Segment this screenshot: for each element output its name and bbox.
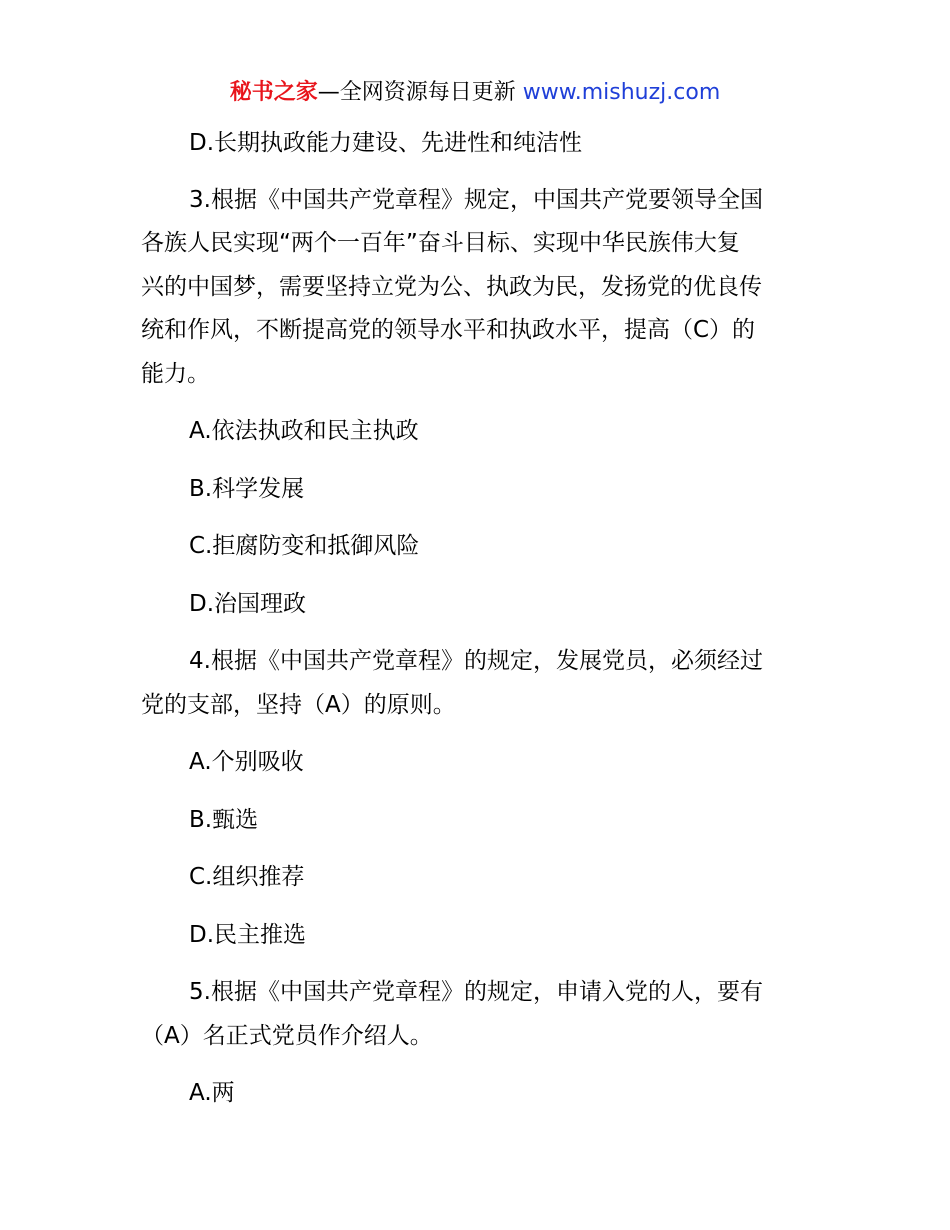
question-3-line-2: 各族人民实现“两个一百年”奋斗目标、实现中华民族伟大复 xyxy=(141,230,740,256)
option-d-q3: D.治国理政 xyxy=(189,591,307,617)
question-4-line-2: 党的支部，坚持（A）的原则。 xyxy=(141,692,456,718)
option-b-q3: B.科学发展 xyxy=(189,476,305,502)
option-a-q3: A.依法执政和民主执政 xyxy=(189,418,419,444)
option-a-q5: A.两 xyxy=(189,1080,235,1106)
option-c-q3: C.拒腐防变和抵御风险 xyxy=(189,533,420,559)
question-5-line-1: 5.根据《中国共产党章程》的规定，申请入党的人，要有 xyxy=(189,979,763,1005)
option-d-q2: D.长期执政能力建设、先进性和纯洁性 xyxy=(189,130,583,156)
option-b-q4: B.甄选 xyxy=(189,807,259,833)
site-header xyxy=(0,78,950,108)
option-d-q4: D.民主推选 xyxy=(189,922,307,948)
question-4-line-1: 4.根据《中国共产党章程》的规定，发展党员，必须经过 xyxy=(189,648,763,674)
brand-name: 秘书之家 xyxy=(229,80,318,105)
question-3-line-5: 能力。 xyxy=(141,361,210,387)
header-tagline: —全网资源每日更新 xyxy=(317,80,523,105)
question-3-line-1: 3.根据《中国共产党章程》规定，中国共产党要领导全国 xyxy=(189,187,763,213)
option-a-q4: A.个别吸收 xyxy=(189,749,304,775)
option-c-q4: C.组织推荐 xyxy=(189,864,305,890)
site-url-link[interactable]: www.mishuzj.com xyxy=(522,80,721,105)
question-3-line-3: 兴的中国梦，需要坚持立党为公、执政为民，发扬党的优良传 xyxy=(141,274,762,300)
question-3-line-4: 统和作风，不断提高党的领导水平和执政水平，提高（C）的 xyxy=(141,317,756,343)
question-5-line-2: （A）名正式党员作介绍人。 xyxy=(141,1023,433,1049)
